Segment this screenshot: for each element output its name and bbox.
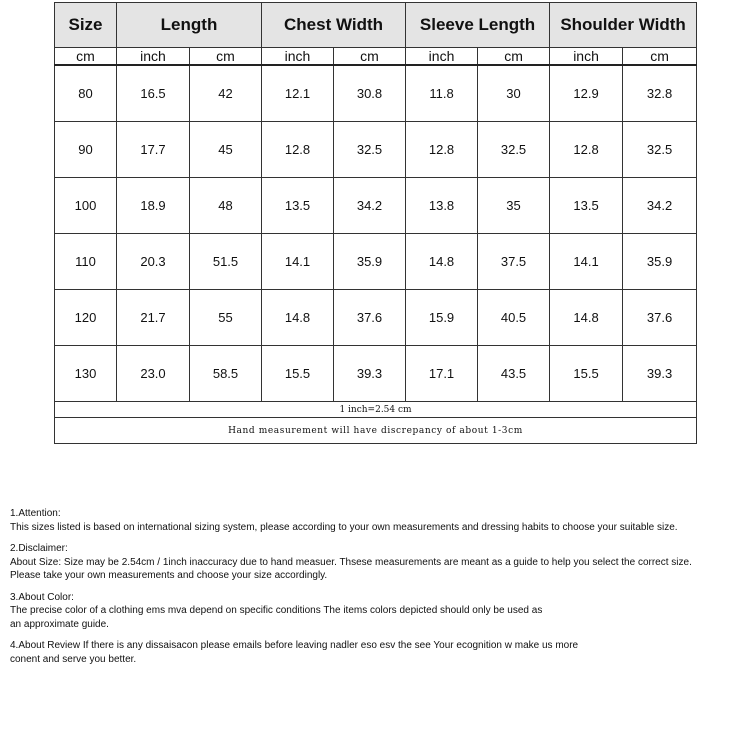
note-text: About Size: Size may be 2.54cm / 1inch inaccuracy due to hand measuer. Thsese measurements are meant as a guide to help you select the correct size.: [10, 556, 692, 568]
table-row: [55, 122, 697, 178]
table-cell: 35.9: [623, 234, 697, 290]
disclaimer-note: [10, 542, 748, 583]
table-row: [55, 178, 697, 234]
unit-cell: inch: [117, 48, 190, 66]
table-cell: 14.1: [262, 234, 334, 290]
table-cell: 34.2: [623, 178, 697, 234]
note-text: an approximate guide.: [10, 618, 109, 630]
discrepancy-note-row: [55, 418, 697, 444]
table-cell: 12.8: [262, 122, 334, 178]
table-cell: 32.8: [623, 65, 697, 122]
note-title: 2.Disclaimer:: [10, 543, 68, 554]
table-cell: 58.5: [190, 346, 262, 402]
unit-cell: cm: [623, 48, 697, 66]
table-cell: 45: [190, 122, 262, 178]
color-note: [10, 591, 748, 632]
table-header-row: [55, 3, 697, 48]
table-cell: 15.5: [550, 346, 623, 402]
table-cell: 48: [190, 178, 262, 234]
note-text: Please take your own measurements and choose your size accordingly.: [10, 570, 328, 581]
note-title: 1.Attention:: [10, 508, 61, 519]
table-cell: 12.1: [262, 65, 334, 122]
table-cell: 120: [55, 290, 117, 346]
table-cell: 42: [190, 65, 262, 122]
length-header: Length: [117, 3, 262, 48]
table-cell: 39.3: [334, 346, 406, 402]
table-cell: 18.9: [117, 178, 190, 234]
table-cell: 21.7: [117, 290, 190, 346]
size-header: Size: [55, 3, 117, 48]
table-cell: 30.8: [334, 65, 406, 122]
table-cell: 55: [190, 290, 262, 346]
note-text: This sizes listed is based on international sizing system, please according to your own measurements and dressing habits to choose your suitable size.: [10, 521, 678, 533]
note-title: 4.About Review If there is any dissaisacon please emails before leaving nadler eso esv the see Your ecognition w make us more: [10, 640, 579, 651]
note-text: conent and serve you better.: [10, 653, 137, 665]
table-cell: 80: [55, 65, 117, 122]
table-cell: 16.5: [117, 65, 190, 122]
unit-cell: cm: [55, 48, 117, 66]
table-cell: 51.5: [190, 234, 262, 290]
unit-cell: inch: [406, 48, 478, 66]
shoulder-width-header: Shoulder Width: [550, 3, 697, 48]
discrepancy-note: Hand measurement will have discrepancy of about 1-3cm: [55, 418, 697, 444]
unit-cell: cm: [478, 48, 550, 66]
table-cell: 13.5: [262, 178, 334, 234]
conversion-note-row: [55, 402, 697, 418]
table-cell: 39.3: [623, 346, 697, 402]
chest-width-header: Chest Width: [262, 3, 406, 48]
note-text: The precise color of a clothing ems mva depend on specific conditions The items colors depicted should only be used as: [10, 605, 543, 616]
table-cell: 90: [55, 122, 117, 178]
table-cell: 110: [55, 234, 117, 290]
table-cell: 14.8: [262, 290, 334, 346]
table-row: [55, 65, 697, 122]
table-cell: 43.5: [478, 346, 550, 402]
table-cell: 35: [478, 178, 550, 234]
table-cell: 17.1: [406, 346, 478, 402]
unit-cell: cm: [334, 48, 406, 66]
unit-header-row: [55, 48, 697, 66]
table-cell: 15.5: [262, 346, 334, 402]
table-cell: 100: [55, 178, 117, 234]
attention-note: [10, 507, 748, 534]
table-cell: 37.6: [334, 290, 406, 346]
sleeve-length-header: Sleeve Length: [406, 3, 550, 48]
notes-section: [10, 507, 748, 674]
unit-cell: inch: [262, 48, 334, 66]
unit-cell: inch: [550, 48, 623, 66]
table-cell: 23.0: [117, 346, 190, 402]
table-cell: 14.8: [406, 234, 478, 290]
size-chart-table: [54, 2, 697, 444]
table-cell: 35.9: [334, 234, 406, 290]
table-cell: 13.5: [550, 178, 623, 234]
note-title: 3.About Color:: [10, 591, 74, 603]
table-cell: 15.9: [406, 290, 478, 346]
table-cell: 20.3: [117, 234, 190, 290]
table-cell: 32.5: [334, 122, 406, 178]
review-note: [10, 639, 748, 666]
table-cell: 17.7: [117, 122, 190, 178]
table-cell: 13.8: [406, 178, 478, 234]
table-cell: 12.9: [550, 65, 623, 122]
table-cell: 37.6: [623, 290, 697, 346]
unit-cell: cm: [190, 48, 262, 66]
table-row: [55, 290, 697, 346]
table-cell: 40.5: [478, 290, 550, 346]
table-cell: 30: [478, 65, 550, 122]
table-row: [55, 346, 697, 402]
table-cell: 37.5: [478, 234, 550, 290]
table-row: [55, 234, 697, 290]
conversion-note: 1 inch=2.54 cm: [55, 402, 697, 418]
table-cell: 32.5: [623, 122, 697, 178]
table-cell: 12.8: [406, 122, 478, 178]
table-cell: 34.2: [334, 178, 406, 234]
table-cell: 130: [55, 346, 117, 402]
table-cell: 12.8: [550, 122, 623, 178]
table-cell: 14.1: [550, 234, 623, 290]
table-cell: 11.8: [406, 65, 478, 122]
table-cell: 32.5: [478, 122, 550, 178]
table-cell: 14.8: [550, 290, 623, 346]
